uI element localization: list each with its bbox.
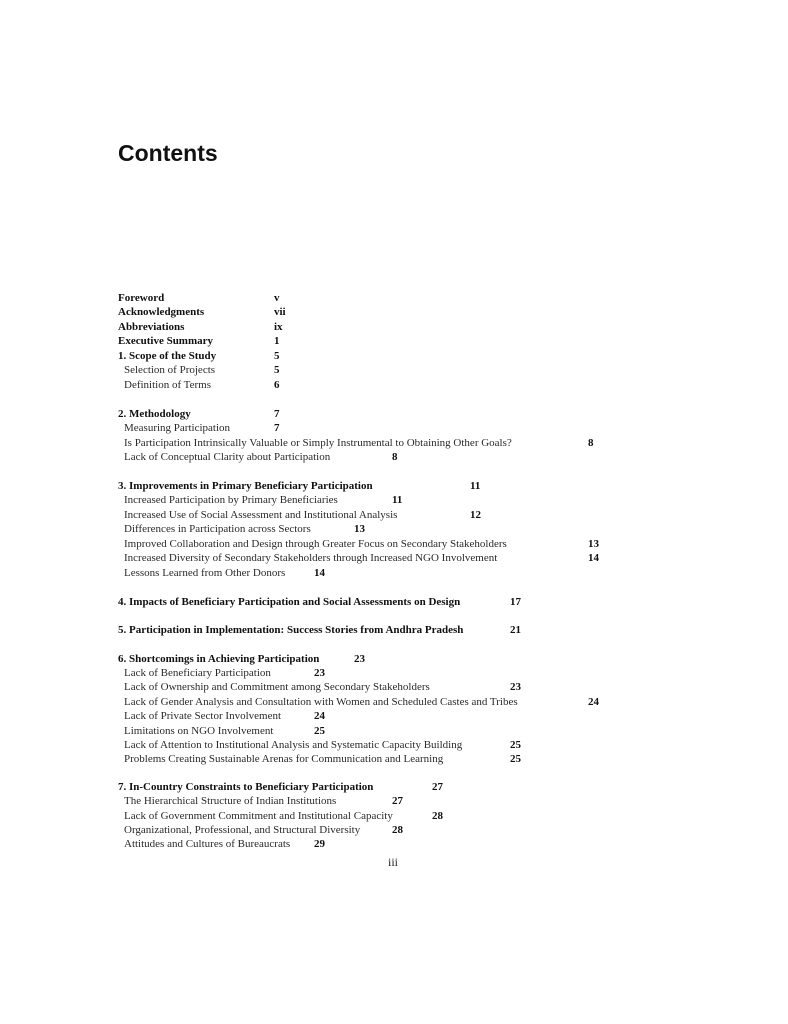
toc-entry-page: 27: [432, 781, 443, 793]
toc-entry-title: Increased Participation by Primary Beneficiaries: [124, 494, 338, 506]
toc-entry-page: 14: [588, 552, 599, 564]
toc-entry-page: 27: [392, 795, 403, 807]
toc-entry-title: 1. Scope of the Study: [118, 350, 217, 362]
toc-entry-page: 25: [510, 739, 521, 751]
toc-entry-page: 28: [392, 824, 403, 836]
toc-entry-title: Measuring Participation: [124, 422, 231, 434]
toc-entry-page: 1: [274, 335, 280, 347]
toc-entry-page: 23: [510, 681, 521, 693]
toc-entry-title: Lack of Government Commitment and Institutional Capacity: [124, 810, 393, 822]
toc-entry-title: Increased Diversity of Secondary Stakeholders through Increased NGO Involvement: [124, 552, 498, 564]
toc-entry-title: Abbreviations: [118, 321, 185, 333]
page-number: iii: [388, 855, 399, 869]
toc-entry-page: 8: [588, 437, 594, 449]
toc-entry-title: Lack of Ownership and Commitment among Secondary Stakeholders: [124, 681, 430, 693]
toc-entry-page: 12: [470, 509, 481, 521]
toc-entry-page: vii: [274, 306, 286, 318]
toc-entry-title: Definition of Terms: [124, 379, 212, 391]
toc-entry-page: 28: [432, 810, 443, 822]
toc-entry-page: 11: [470, 480, 481, 492]
toc-entry-title: 5. Participation in Implementation: Success Stories from Andhra Pradesh: [118, 624, 464, 636]
toc-entry-page: 11: [392, 494, 403, 506]
toc-entry-title: Lack of Conceptual Clarity about Participation: [124, 451, 331, 463]
toc-entry-title: Organizational, Professional, and Structural Diversity: [124, 824, 361, 836]
toc-entry-title: Lessons Learned from Other Donors: [124, 567, 286, 579]
toc-entry-page: 21: [510, 624, 521, 636]
toc-entry-page: 23: [354, 653, 365, 665]
toc-entry-page: 24: [314, 710, 325, 722]
toc-entry-page: 5: [274, 364, 280, 376]
toc-entry-title: Is Participation Intrinsically Valuable or Simply Instrumental to Obtaining Other Goals?: [124, 437, 512, 449]
toc-entry-title: Lack of Private Sector Involvement: [124, 710, 282, 722]
toc-entry-page: ix: [274, 321, 283, 333]
toc-entry-page: 6: [274, 379, 280, 391]
toc-entry-page: 7: [274, 422, 280, 434]
toc-entry-page: 7: [274, 408, 280, 420]
toc-entry-page: 17: [510, 596, 521, 608]
toc-entry-title: Attitudes and Cultures of Bureaucrats: [124, 838, 291, 850]
toc-entry-title: Improved Collaboration and Design through Greater Focus on Secondary Stakeholders: [124, 538, 507, 550]
toc-entry-page: 24: [588, 696, 599, 708]
toc-entry-title: 6. Shortcomings in Achieving Participation: [118, 653, 320, 665]
toc-entry-page: 25: [314, 725, 325, 737]
toc-entry-page: 8: [392, 451, 398, 463]
toc-entry-title: 3. Improvements in Primary Beneficiary Participation: [118, 480, 373, 492]
toc-entry-title: Lack of Beneficiary Participation: [124, 667, 271, 679]
toc-entry-title: Lack of Gender Analysis and Consultation with Women and Scheduled Castes and Tribes: [124, 696, 518, 708]
toc-entry-title: Foreword: [118, 292, 165, 304]
toc-entry-title: 7. In-Country Constraints to Beneficiary Participation: [118, 781, 374, 793]
toc-entry-title: Limitations on NGO Involvement: [124, 725, 274, 737]
toc-entry-title: Problems Creating Sustainable Arenas for Communication and Learning: [124, 753, 444, 765]
toc-entry-title: Executive Summary: [118, 335, 214, 347]
toc-entry-page: 5: [274, 350, 280, 362]
toc-entry-title: Increased Use of Social Assessment and Institutional Analysis: [124, 509, 398, 521]
toc-entry-title: 2. Methodology: [118, 408, 191, 420]
toc-entry-page: 13: [588, 538, 599, 550]
toc-entry-title: Differences in Participation across Sectors: [124, 523, 311, 535]
toc-entry-page: 13: [354, 523, 365, 535]
toc-entry-title: Acknowledgments: [118, 306, 205, 318]
toc-entry-page: 25: [510, 753, 521, 765]
toc-entry-title: Lack of Attention to Institutional Analysis and Systematic Capacity Building: [124, 739, 463, 751]
toc-entry-page: 14: [314, 567, 325, 579]
toc-entry-page: v: [274, 292, 280, 304]
toc-entry-page: 23: [314, 667, 325, 679]
toc-entry-title: Selection of Projects: [124, 364, 216, 376]
toc-entry-title: 4. Impacts of Beneficiary Participation and Social Assessments on Design: [118, 596, 461, 608]
toc-entry-title: The Hierarchical Structure of Indian Institutions: [124, 795, 337, 807]
page-title: Contents: [118, 140, 218, 166]
toc-entry-page: 29: [314, 838, 325, 850]
